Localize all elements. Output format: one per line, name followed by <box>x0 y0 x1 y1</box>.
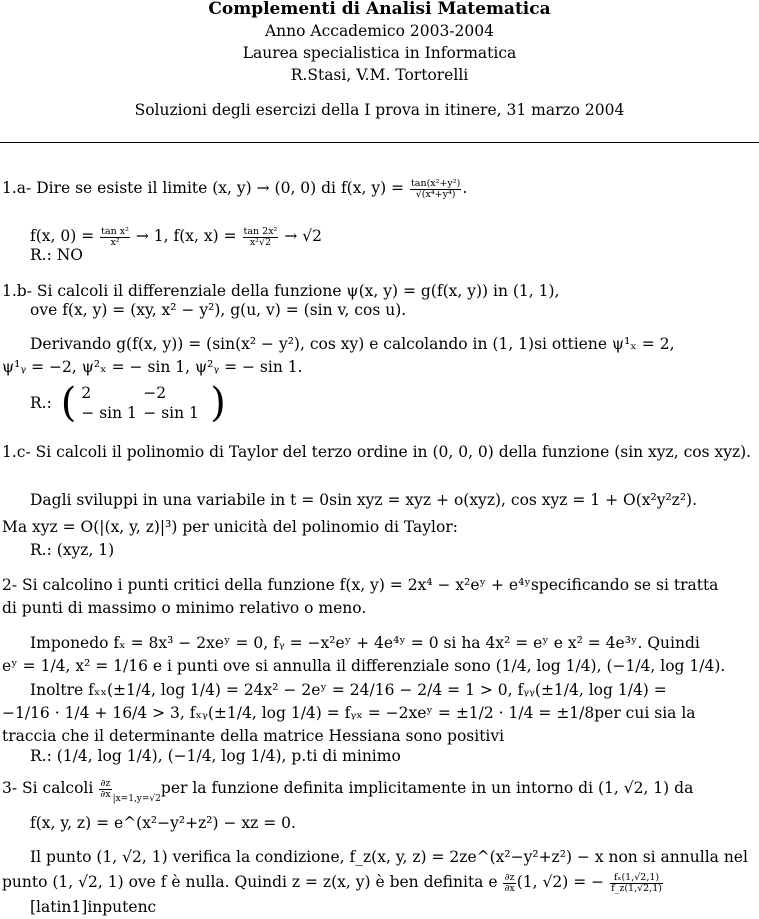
evaluation-subscript: |x=1,y=√2 <box>112 794 161 804</box>
exercise-1c-answer: R.: (xyz, 1) <box>30 541 115 559</box>
fraction-numerator: fₓ(1,√2,1) <box>610 873 663 884</box>
exercise-3-work-text-a: punto (1, √2, 1) ove f è nulla. Quindi z = z(x, y) è ben definita e <box>2 873 498 891</box>
header-divider <box>0 142 759 143</box>
exercise-1b-work-2: ψ¹ᵧ = −2, ψ²ₓ = − sin 1, ψ²ᵧ = − sin 1. <box>2 358 303 376</box>
exercise-2-work-3: Inoltre fₓₓ(±1/4, log 1/4) = 24x² − 2eʸ = 24/16 − 2/4 = 1 > 0, fᵧᵧ(±1/4, log 1/4) = <box>30 681 667 699</box>
jacobian-matrix <box>60 380 226 426</box>
document-subtitle: Soluzioni degli esercizi della I prova in itinere, 31 marzo 2004 <box>134 101 625 119</box>
right-paren: ) <box>210 380 226 426</box>
latex-residue-line: [latin1]inputenc <box>30 898 157 916</box>
fraction-denominator: x²√2 <box>249 236 272 248</box>
matrix-cell-11: 2 <box>81 384 92 402</box>
work-fraction-1 <box>100 227 130 248</box>
exercise-2-answer: R.: (1/4, log 1/4), (−1/4, log 1/4), p.ti di minimo <box>30 747 401 765</box>
exercise-3-work-1: Il punto (1, √2, 1) verifica la condizione, f_z(x, y, z) = 2ze^(x²−y²+z²) − x non si annulla nel <box>30 848 748 866</box>
document-title: Complementi di Analisi Matematica <box>208 0 551 19</box>
exercise-3-text-b: per la funzione definita implicitamente in un intorno di (1, √2, 1) da <box>160 779 694 797</box>
fraction-numerator: tan 2x² <box>243 225 278 237</box>
academic-year: Anno Accademico 2003-2004 <box>264 22 495 40</box>
exercise-1a-text: 1.a- Dire se esiste il limite (x, y) → (0, 0) di f(x, y) = <box>2 179 405 197</box>
answer-label: R.: <box>30 394 52 412</box>
work-fraction-2 <box>243 227 279 248</box>
exercise-2-work-4: −1/16 · 1/4 + 16/4 > 3, fₓᵧ(±1/4, log 1/4) = fᵧₓ = −2xeʸ = ±1/2 · 1/4 = ±1/8per cui sia la <box>2 704 696 722</box>
exercise-1b-answer <box>30 380 226 426</box>
degree-line: Laurea specialistica in Informatica <box>242 44 517 62</box>
matrix-cell-22: − sin 1 <box>143 404 199 422</box>
fraction-denominator: √(x⁴+y⁴) <box>415 188 456 200</box>
exercise-1a-statement <box>2 178 467 200</box>
fraction-denominator: ∂x <box>100 788 111 800</box>
fraction-numerator: tan x² <box>101 225 129 237</box>
exercise-1b-definitions: ove f(x, y) = (xy, x² − y²), g(u, v) = (sin v, cos u). <box>30 301 407 319</box>
exercise-3-text-a: 3- Si calcoli <box>2 779 94 797</box>
exercise-3-equation: f(x, y, z) = e^(x²−y²+z²) − xz = 0. <box>30 814 296 832</box>
exercise-1b-statement: 1.b- Si calcoli il differenziale della funzione ψ(x, y) = g(f(x, y)) in (1, 1), <box>2 282 560 300</box>
exercise-1c-work-2: Ma xyz = O(|(x, y, z)|³) per unicità del polinomio di Taylor: <box>2 518 458 536</box>
exercise-3-work-2 <box>2 872 664 894</box>
exercise-2-statement-2: di punti di massimo o minimo relativo o meno. <box>2 599 367 617</box>
fraction-numerator: ∂z <box>100 777 111 789</box>
fraction-denominator: ∂x <box>504 882 515 894</box>
fraction-denominator: x² <box>110 236 120 248</box>
exercise-1a-fraction <box>410 179 461 200</box>
exercise-1c-work-1: Dagli sviluppi in una variabile in t = 0sin xyz = xyz + o(xyz), cos xyz = 1 + O(x²y²z²). <box>30 491 698 509</box>
authors-line: R.Stasi, V.M. Tortorelli <box>290 66 469 84</box>
exercise-1c-statement: 1.c- Si calcoli il polinomio di Taylor del terzo ordine in (0, 0, 0) della funzione (sin xyz, cos xyz). <box>2 443 752 461</box>
work-text-a: f(x, 0) = <box>30 227 95 245</box>
matrix-cell-21: − sin 1 <box>81 404 137 422</box>
fraction-numerator: ∂z <box>504 871 515 883</box>
exercise-1b-work-1: Derivando g(f(x, y)) = (sin(x² − y²), cos xy) e calcolando in (1, 1)si ottiene ψ¹ₓ = 2, <box>30 335 675 353</box>
work-text-c: → √2 <box>284 227 322 245</box>
exercise-2-statement: 2- Si calcolino i punti critici della funzione f(x, y) = 2x⁴ − x²eʸ + e⁴ʸspecificando se si tratta <box>2 576 719 594</box>
exercise-2-work-5: traccia che il determinante della matrice Hessiana sono positivi <box>2 727 505 745</box>
implicit-derivative-fraction <box>610 873 663 894</box>
left-paren: ( <box>60 380 77 426</box>
exercise-1a-period: . <box>462 179 468 197</box>
exercise-3-work-text-b: (1, √2) = − <box>516 873 605 891</box>
exercise-2-work-2: eʸ = 1/4, x² = 1/16 e i punti ove si annulla il differenziale sono (1/4, log 1/4), (−1/4, log 1/4). <box>2 657 726 675</box>
fraction-numerator: tan(x²+y²) <box>410 177 461 189</box>
fraction-denominator: f_z(1,√2,1) <box>611 882 662 894</box>
partial-derivative-fraction <box>99 779 111 800</box>
work-text-b: → 1, f(x, x) = <box>135 227 237 245</box>
partial-derivative-fraction-2 <box>503 873 515 894</box>
exercise-1a-answer: R.: NO <box>30 246 84 264</box>
exercise-2-work-1: Imponedo fₓ = 8x³ − 2xeʸ = 0, fᵧ = −x²eʸ + 4e⁴ʸ = 0 si ha 4x² = eʸ e x² = 4e³ʸ. Quindi <box>30 634 700 652</box>
exercise-3-statement <box>2 778 693 809</box>
matrix-cell-12: −2 <box>143 384 167 402</box>
